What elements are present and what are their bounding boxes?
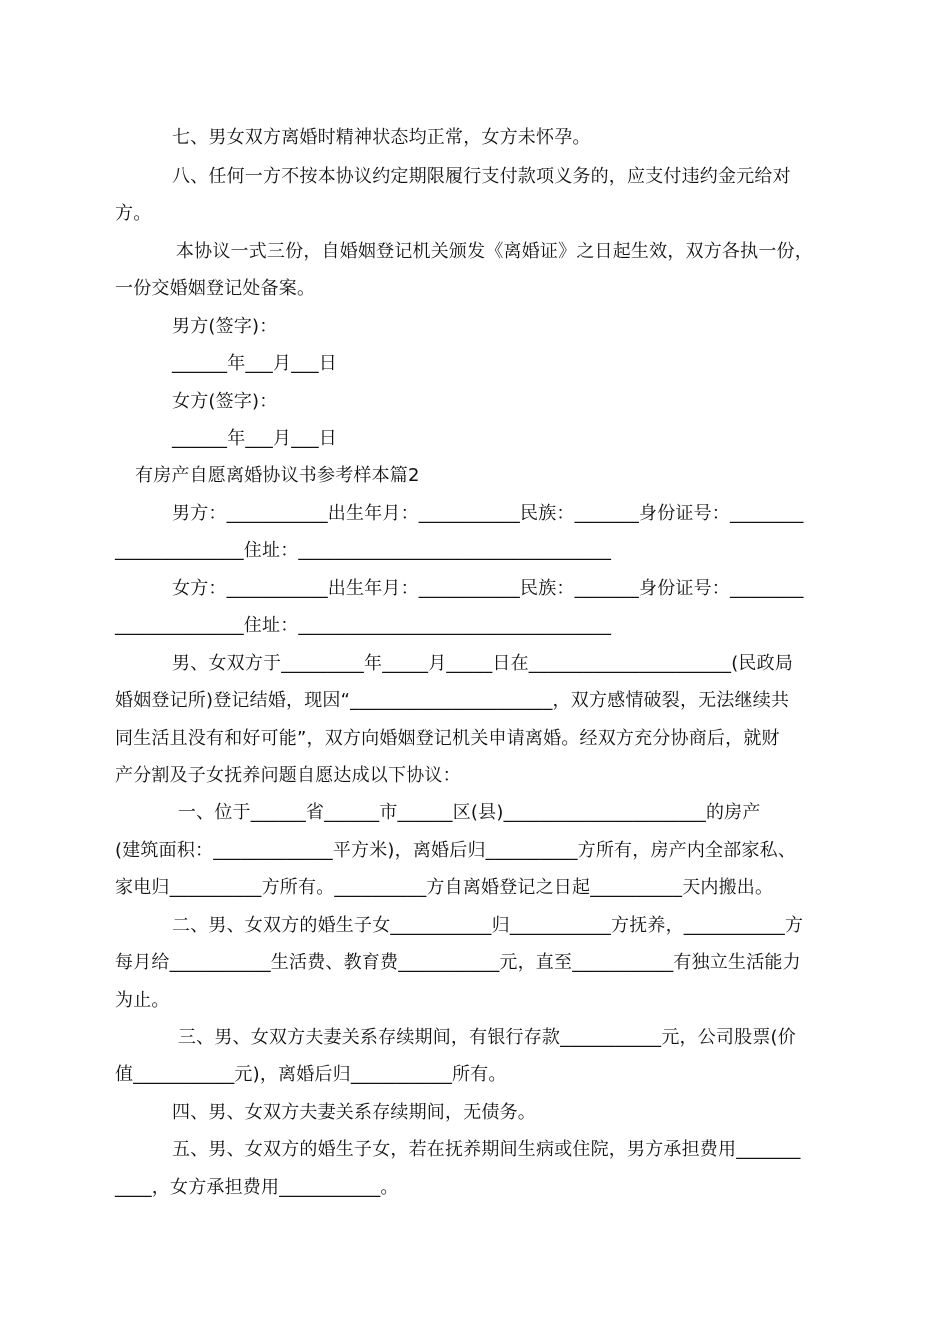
- male-signature: 男方(签字)：: [172, 316, 278, 337]
- male-signature-date: ______年___月___日: [172, 353, 337, 374]
- clause-1-line-3: 家电归__________方所有。__________方自离婚登记之日起__________天内搬出。: [115, 877, 774, 898]
- preamble-line-2: 婚姻登记所)登记结婚，现因“______________________，双方感情破裂，无法继续共: [115, 690, 790, 711]
- clause-7: 七、男女双方离婚时精神状态均正常，女方未怀孕。: [172, 127, 591, 148]
- male-info-line-1: 男方：___________出生年月：___________民族：_______身份证号：________: [172, 503, 804, 524]
- clause-2-line-2: 每月给___________生活费、教育费___________元，直至___________有独立生活能力: [115, 952, 801, 973]
- copies-line-2: 一份交婚姻登记处备案。: [115, 278, 316, 299]
- clause-3-line-2: 值___________元)，离婚后归___________所有。: [115, 1064, 507, 1085]
- female-signature: 女方(签字)：: [172, 391, 278, 412]
- preamble-line-3: 同生活且没有和好可能”，双方向婚姻登记机关申请离婚。经双方充分协商后，就财: [115, 728, 780, 749]
- female-info-line-2: ______________住址：__________________________________: [115, 615, 612, 636]
- female-signature-date: ______年___月___日: [172, 428, 337, 449]
- clause-8-line-2: 方。: [115, 203, 152, 224]
- section-title: 有房产自愿离婚协议书参考样本篇2: [135, 465, 420, 486]
- clause-5-line-1: 五、男、女双方的婚生子女，若在抚养期间生病或住院，男方承担费用_______: [172, 1139, 801, 1160]
- preamble-line-1: 男、女双方于_________年_____月_____日在______________________(民政局: [172, 653, 794, 674]
- preamble-line-4: 产分割及子女抚养问题自愿达成以下协议：: [115, 765, 461, 786]
- clause-5-line-2: ____，女方承担费用___________。: [115, 1177, 399, 1198]
- clause-2-line-1: 二、男、女双方的婚生子女___________归___________方抚养，___________方: [172, 915, 804, 936]
- clause-1-line-2: (建筑面积：_____________平方米)，离婚后归__________方所有，房产内全部家私、: [115, 840, 797, 861]
- clause-4: 四、男、女双方夫妻关系存续期间，无债务。: [172, 1102, 536, 1123]
- clause-2-line-3: 为止。: [115, 990, 170, 1011]
- clause-1-line-1: 一、位于______省______市______区(县)______________________的房产: [172, 802, 761, 823]
- male-info-line-2: ______________住址：__________________________________: [115, 540, 612, 561]
- copies-line-1: 本协议一式三份，自婚姻登记机关颁发《离婚证》之日起生效，双方各执一份，: [170, 241, 813, 262]
- clause-8-line-1: 八、任何一方不按本协议约定期限履行支付款项义务的，应支付违约金元给对: [172, 166, 791, 187]
- clause-3-line-1: 三、男、女双方夫妻关系存续期间，有银行存款___________元，公司股票(价: [172, 1027, 796, 1048]
- female-info-line-1: 女方：___________出生年月：___________民族：_______身份证号：________: [172, 578, 804, 599]
